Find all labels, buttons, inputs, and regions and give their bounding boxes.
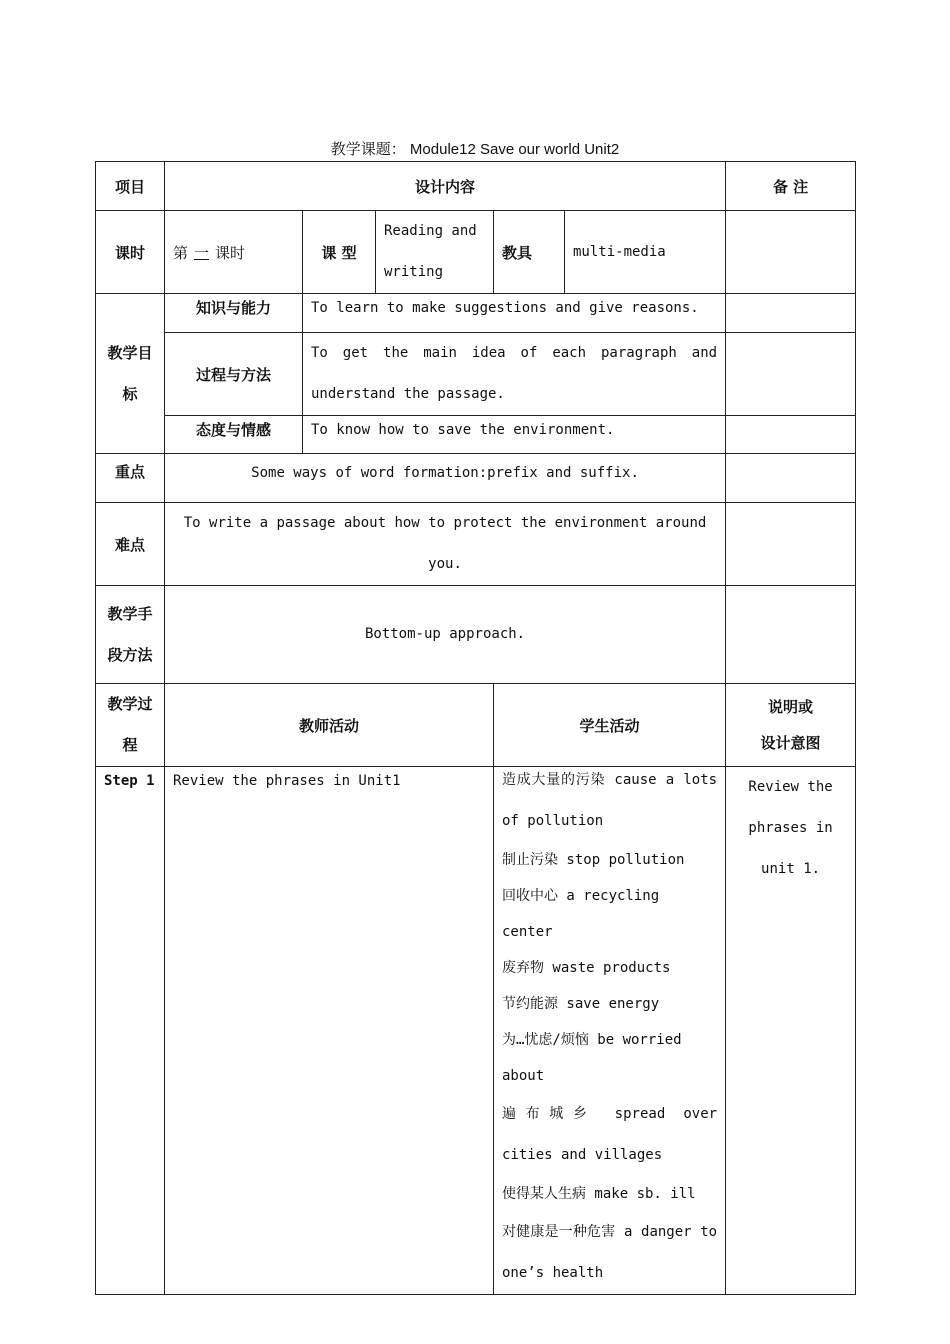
step-student-activity (494, 767, 726, 1295)
header-row (96, 162, 856, 211)
method-label: 教学手段方法 (96, 586, 165, 684)
objective-row-attitude (96, 416, 856, 454)
student-phrase: 节约能源 save energy (502, 996, 660, 1012)
type-value: Reading and writing (376, 211, 494, 294)
objective-text-process: To get the main idea of each paragraph and understand the passage. (303, 333, 726, 416)
difficulty-row (96, 503, 856, 586)
method-note (726, 586, 856, 684)
objective-label-process: 过程与方法 (165, 333, 303, 416)
key-point-note (726, 454, 856, 503)
tools-label: 教具 (494, 211, 565, 294)
tools-value: multi-media (565, 211, 726, 294)
objective-text-attitude: To know how to save the environment. (303, 416, 726, 454)
lesson-period (165, 211, 303, 294)
objective-row-knowledge (96, 294, 856, 333)
student-phrase: 对健康是一种危害 a danger to one’s health (502, 1224, 718, 1281)
key-point-row (96, 454, 856, 503)
student-phrase: 为…忧虑/烦恼 be worried about (502, 1032, 682, 1084)
page-title: 教学课题： Module12 Save our world Unit2 (330, 141, 620, 158)
objective-note-attitude (726, 416, 856, 454)
student-phrase: 制止污染 stop pollution (502, 852, 685, 868)
method-text: Bottom-up approach. (165, 586, 726, 684)
process-student-header: 学生活动 (494, 684, 726, 767)
lesson-row (96, 211, 856, 294)
process-header-row (96, 684, 856, 767)
lesson-label: 课时 (96, 211, 165, 294)
lesson-plan-table (95, 161, 856, 1295)
process-note-header (726, 684, 856, 767)
student-phrase: 废弃物 waste products (502, 960, 671, 976)
difficulty-label: 难点 (96, 503, 165, 586)
period-value: 一 (194, 243, 210, 262)
period-suffix: 课时 (215, 243, 246, 262)
student-phrase: 遍布城乡 spread over cities and villages (502, 1106, 718, 1163)
method-row (96, 586, 856, 684)
period-prefix: 第 (173, 243, 189, 262)
key-point-label: 重点 (96, 454, 165, 503)
lesson-note (726, 211, 856, 294)
header-note: 备 注 (726, 162, 856, 211)
objective-note-process (726, 333, 856, 416)
objectives-label: 教学目标 (96, 294, 165, 454)
process-note-line1: 说明或 (768, 698, 814, 716)
header-content: 设计内容 (165, 162, 726, 211)
objective-label-attitude: 态度与情感 (165, 416, 303, 454)
header-item: 项目 (96, 162, 165, 211)
student-phrase: 造成大量的污染 cause a lots of pollution (502, 772, 718, 829)
process-note-line2: 设计意图 (760, 734, 821, 752)
type-label: 课 型 (303, 211, 376, 294)
objective-row-process (96, 333, 856, 416)
objective-text-knowledge: To learn to make suggestions and give reasons. (303, 294, 726, 333)
step-label: Step 1 (96, 767, 165, 1295)
step-row (96, 767, 856, 1295)
process-label: 教学过程 (96, 684, 165, 767)
objective-note-knowledge (726, 294, 856, 333)
objective-label-knowledge: 知识与能力 (165, 294, 303, 333)
step-note: Review the phrases in unit 1. (726, 767, 856, 1295)
difficulty-text: To write a passage about how to protect the environment around you. (165, 503, 726, 586)
student-phrase: 使得某人生病 make sb. ill (502, 1186, 696, 1202)
difficulty-note (726, 503, 856, 586)
step-teacher-activity: Review the phrases in Unit1 (165, 767, 494, 1295)
process-teacher-header: 教师活动 (165, 684, 494, 767)
student-phrase: 回收中心 a recycling center (502, 888, 660, 940)
key-point-text: Some ways of word formation:prefix and suffix. (165, 454, 726, 503)
